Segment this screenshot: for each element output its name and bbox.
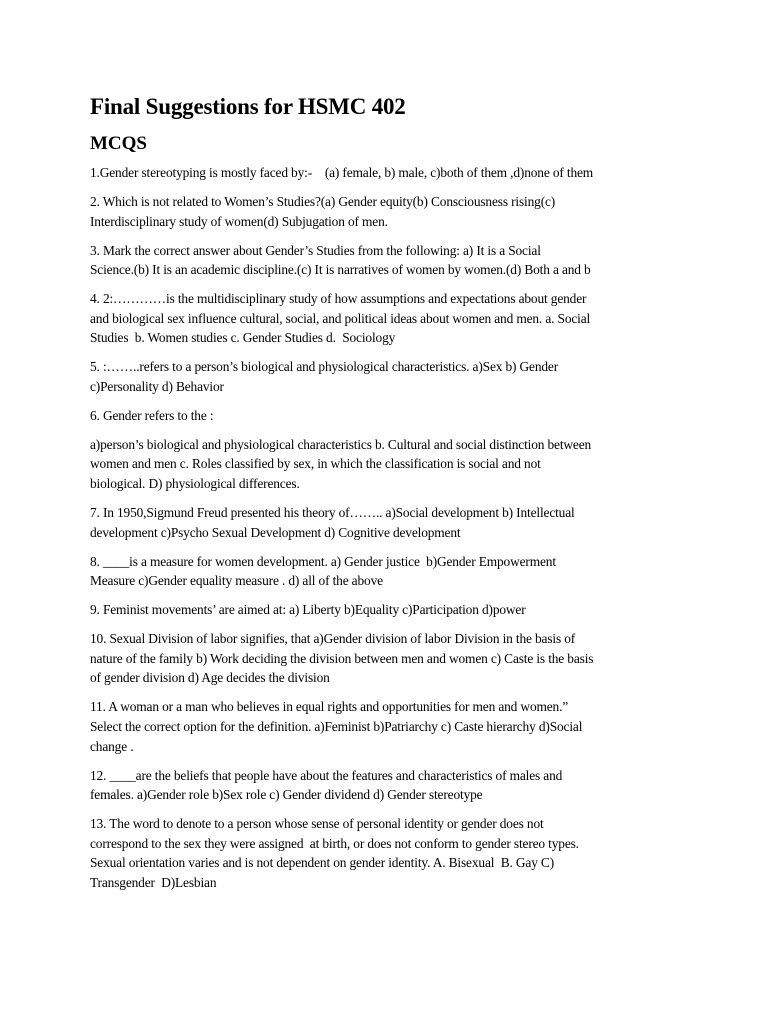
question-text-line: 6. Gender refers to the : [90, 407, 214, 423]
question-text-line: Interdisciplinary study of women(d) Subjugation of men. [90, 213, 388, 229]
question-text-line: 8. ____is a measure for women development. a) Gender justice b)Gender Empowerment [90, 553, 556, 569]
question-text-line: Transgender D)Lesbian [90, 874, 217, 890]
question-text-line: females. a)Gender role b)Sex role c) Gender dividend d) Gender stereotype [90, 787, 483, 803]
question-item [90, 814, 680, 892]
question-text-line: 4. 2:…………is the multidisciplinary study of how assumptions and expectations about gender [90, 291, 587, 307]
document-title: Final Suggestions for HSMC 402 [90, 94, 406, 119]
question-text-line: 13. The word to denote to a person whose sense of personal identity or gender does not [90, 816, 544, 832]
question-text-line: and biological sex influence cultural, social, and political ideas about women and men. a. Social [90, 310, 591, 326]
question-text-line: Science.(b) It is an academic discipline.(c) It is narratives of women by women.(d) Both a and b [90, 262, 591, 278]
question-item [90, 697, 680, 756]
question-text-line: 10. Sexual Division of labor signifies, that a)Gender division of labor Division in the basis of [90, 631, 576, 647]
question-text-line: change . [90, 738, 134, 754]
question-text-line: development c)Psycho Sexual Development d) Cognitive development [90, 524, 461, 540]
question-item [90, 766, 680, 805]
question-item [90, 163, 680, 183]
question-text-line: 7. In 1950,Sigmund Freud presented his theory of…….. a)Social development b) Intellectual [90, 505, 575, 521]
question-item [90, 503, 680, 542]
question-text-line: 3. Mark the correct answer about Gender’s Studies from the following: a) It is a Social [90, 242, 541, 258]
question-item [90, 600, 680, 620]
question-text-line: of gender division d) Age decides the division [90, 670, 330, 686]
question-text-line: 12. ____are the beliefs that people have about the features and characteristics of males and [90, 767, 563, 783]
question-text-line: correspond to the sex they were assigned at birth, or does not conform to gender stereo types. [90, 835, 579, 851]
document-page [90, 92, 680, 902]
question-text-line: a)person’s biological and physiological characteristics b. Cultural and social distinction between [90, 436, 592, 452]
question-item [90, 357, 680, 396]
question-text-line: Studies b. Women studies c. Gender Studies d. Sociology [90, 330, 396, 346]
question-text-line: 5. :……..refers to a person’s biological and physiological characteristics. a)Sex b) Gender [90, 359, 559, 375]
question-item [90, 192, 680, 231]
question-text-line: 11. A woman or a man who believes in equal rights and opportunities for men and women.” [90, 699, 569, 715]
question-text-line: Measure c)Gender equality measure . d) all of the above [90, 573, 383, 589]
section-heading-mcqs: MCQS [90, 133, 147, 154]
question-item [90, 241, 680, 280]
question-text-line: biological. D) physiological differences. [90, 476, 300, 492]
question-text-line: c)Personality d) Behavior [90, 378, 224, 394]
question-text-line: 9. Feminist movements’ are aimed at: a) Liberty b)Equality c)Participation d)power [90, 602, 526, 618]
question-item [90, 406, 680, 426]
question-text-line: Sexual orientation varies and is not dependent on gender identity. A. Bisexual B. Gay C) [90, 855, 555, 871]
question-text-line: Select the correct option for the definition. a)Feminist b)Patriarchy c) Caste hierarchy d)Social [90, 718, 583, 734]
question-text-line: women and men c. Roles classified by sex, in which the classification is social and not [90, 456, 541, 472]
question-text-line: 1.Gender stereotyping is mostly faced by:- (a) female, b) male, c)both of them ,d)none of them [90, 165, 594, 180]
question-item [90, 552, 680, 591]
question-list [90, 163, 680, 892]
question-item [90, 435, 680, 494]
question-item [90, 629, 680, 688]
question-text-line: 2. Which is not related to Women’s Studies?(a) Gender equity(b) Consciousness rising(c) [90, 193, 556, 209]
question-item [90, 289, 680, 348]
question-text-line: nature of the family b) Work deciding the division between men and women c) Caste is the basis [90, 650, 594, 666]
